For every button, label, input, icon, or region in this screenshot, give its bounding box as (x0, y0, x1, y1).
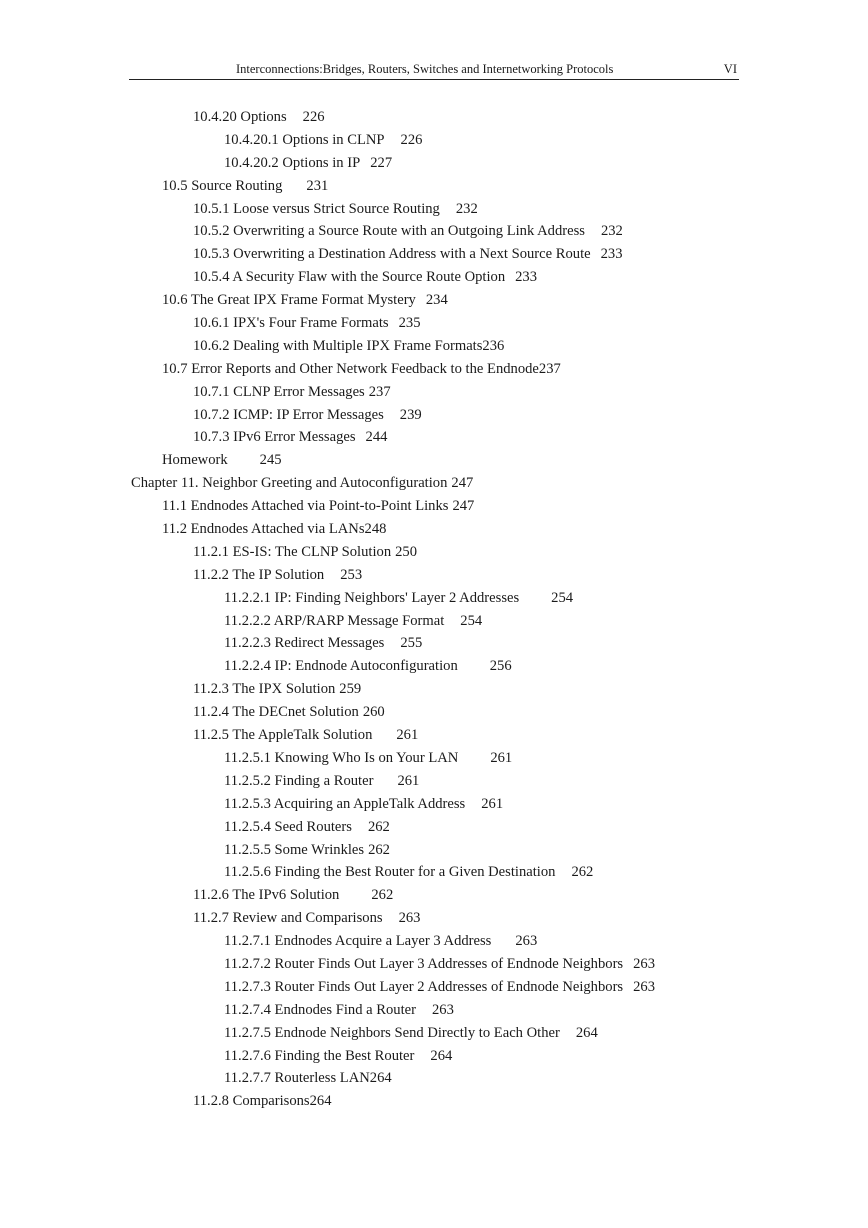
toc-entry-page: 239 (399, 406, 422, 423)
toc-entry-title: 10.7.3 IPv6 Error Messages (193, 429, 356, 446)
toc-entry-title: 11.2.7.2 Router Finds Out Layer 3 Addresses of Endnode Neighbors (224, 955, 624, 972)
toc-entry (0, 655, 868, 678)
toc-entry (0, 1045, 868, 1068)
toc-entry-title: 11.2.5.3 Acquiring an AppleTalk Address (224, 795, 466, 812)
toc-entry-title: 11.1 Endnodes Attached via Point-to-Point Links (162, 498, 449, 515)
toc-entry (0, 129, 868, 152)
toc-entry (0, 106, 868, 129)
toc-entry-page: 233 (515, 269, 538, 286)
toc-entry-title: 10.5.2 Overwriting a Source Route with an Outgoing Link Address (193, 223, 585, 240)
running-header (129, 62, 739, 80)
toc-entry-page: 254 (551, 589, 574, 606)
toc-entry-title: 10.4.20.1 Options in CLNP (224, 131, 385, 148)
toc-entry-title: 10.5.1 Loose versus Strict Source Routing (193, 200, 440, 217)
toc-entry-title: 11.2.7.5 Endnode Neighbors Send Directly to Each Other (224, 1024, 560, 1041)
toc-entry-page: 245 (259, 452, 282, 469)
toc-entry-title: 10.6.1 IPX's Four Frame Formats (193, 315, 389, 332)
table-of-contents (0, 106, 868, 1113)
toc-entry (0, 678, 868, 701)
toc-entry (0, 541, 868, 564)
toc-entry (0, 312, 868, 335)
toc-entry (0, 861, 868, 884)
toc-entry-page: 248 (364, 521, 387, 538)
toc-entry (0, 243, 868, 266)
toc-entry-title: 11.2.2.1 IP: Finding Neighbors' Layer 2 Addresses (224, 589, 520, 606)
toc-entry (0, 289, 868, 312)
toc-entry-title: 11.2.2.2 ARP/RARP Message Format (224, 612, 445, 629)
toc-entry-page: 234 (425, 292, 448, 309)
toc-entry-title: 11.2 Endnodes Attached via LANs (162, 521, 365, 538)
toc-entry-page: 262 (368, 841, 390, 858)
toc-entry (0, 358, 868, 381)
toc-entry-page: 253 (340, 566, 363, 583)
toc-entry-page: 260 (362, 704, 385, 721)
toc-entry (0, 175, 868, 198)
toc-entry (0, 472, 868, 495)
toc-entry-page: 247 (451, 475, 474, 492)
toc-entry-title: 11.2.5.5 Some Wrinkles (224, 841, 365, 858)
toc-entry-title: 11.2.5.1 Knowing Who Is on Your LAN (224, 749, 459, 766)
toc-entry-title: 11.2.6 The IPv6 Solution (193, 887, 340, 904)
toc-entry-page: 247 (452, 498, 475, 515)
toc-entry-page: 261 (481, 795, 504, 812)
toc-entry (0, 335, 868, 358)
running-header-title: Interconnections:Bridges, Routers, Switches and Internetworking Protocols (236, 62, 614, 76)
toc-entry-title: 11.2.7.1 Endnodes Acquire a Layer 3 Address (224, 933, 492, 950)
toc-entry (0, 724, 868, 747)
toc-entry (0, 220, 868, 243)
toc-entry-page: 264 (430, 1047, 453, 1064)
toc-entry-page: 263 (432, 1001, 454, 1018)
toc-entry-page: 264 (369, 1070, 392, 1087)
toc-entry-page: 262 (371, 887, 394, 904)
toc-entry (0, 1090, 868, 1113)
toc-entry-page: 254 (460, 612, 483, 629)
toc-entry-title: 11.2.8 Comparisons (193, 1093, 310, 1110)
toc-entry (0, 976, 868, 999)
toc-entry (0, 564, 868, 587)
toc-entry (0, 839, 868, 862)
toc-entry-title: 11.2.5.2 Finding a Router (224, 772, 374, 789)
toc-entry (0, 907, 868, 930)
toc-entry-page: 264 (575, 1024, 598, 1041)
toc-entry (0, 816, 868, 839)
toc-entry (0, 404, 868, 427)
toc-entry (0, 266, 868, 289)
page-number: VI (723, 62, 737, 76)
toc-entry-page: 261 (490, 749, 513, 766)
toc-entry-title: 10.7.1 CLNP Error Messages (193, 383, 365, 400)
toc-entry-page: 233 (600, 246, 623, 263)
toc-entry-title: 11.2.2 The IP Solution (193, 566, 325, 583)
toc-entry-title: 11.2.4 The DECnet Solution (193, 704, 359, 721)
toc-entry (0, 610, 868, 633)
toc-entry-title: 10.4.20 Options (193, 109, 287, 125)
toc-entry-title: 10.6 The Great IPX Frame Format Mystery (162, 292, 416, 309)
toc-entry-title: 11.2.7 Review and Comparisons (193, 910, 383, 927)
toc-entry (0, 152, 868, 175)
toc-entry-title: Chapter 11. Neighbor Greeting and Autoconfiguration (131, 475, 448, 492)
toc-entry (0, 632, 868, 655)
toc-entry (0, 198, 868, 221)
toc-entry-page: 262 (571, 864, 594, 881)
toc-entry-page: 235 (398, 315, 421, 332)
toc-entry (0, 1022, 868, 1045)
toc-entry-page: 226 (302, 109, 325, 125)
toc-entry-title: 11.2.5 The AppleTalk Solution (193, 727, 373, 744)
toc-entry (0, 930, 868, 953)
toc-entry-page: 250 (395, 543, 418, 560)
toc-entry-title: 11.2.7.6 Finding the Best Router (224, 1047, 415, 1064)
toc-entry (0, 518, 868, 541)
toc-entry-page: 231 (306, 177, 329, 194)
toc-entry-title: 10.5.4 A Security Flaw with the Source Route Option (193, 269, 506, 286)
toc-entry (0, 495, 868, 518)
toc-entry-page: 244 (365, 429, 388, 446)
toc-entry-page: 263 (633, 978, 656, 995)
toc-entry-title: 10.7.2 ICMP: IP Error Messages (193, 406, 384, 423)
toc-entry-page: 232 (455, 200, 478, 217)
toc-entry-page: 237 (368, 383, 391, 400)
toc-entry-page: 259 (339, 681, 362, 698)
toc-entry (0, 953, 868, 976)
toc-entry (0, 999, 868, 1022)
toc-entry (0, 381, 868, 404)
toc-entry-title: 11.2.2.3 Redirect Messages (224, 635, 385, 652)
toc-entry-title: 11.2.2.4 IP: Endnode Autoconfiguration (224, 658, 458, 675)
toc-entry (0, 884, 868, 907)
toc-entry-title: Homework (162, 452, 228, 469)
toc-entry-page: 255 (400, 635, 423, 652)
toc-entry-title: 11.2.3 The IPX Solution (193, 681, 336, 698)
toc-entry (0, 426, 868, 449)
toc-entry-title: 10.4.20.2 Options in IP (224, 154, 361, 171)
toc-entry-title: 10.6.2 Dealing with Multiple IPX Frame Formats (193, 337, 483, 354)
toc-entry-page: 264 (309, 1093, 332, 1110)
toc-entry-page: 237 (538, 360, 561, 377)
toc-entry-page: 262 (367, 818, 390, 835)
toc-entry (0, 449, 868, 472)
toc-entry-title: 10.5 Source Routing (162, 177, 283, 194)
toc-entry-page: 256 (489, 658, 512, 675)
toc-entry-title: 10.5.3 Overwriting a Destination Address with a Next Source Route (193, 246, 591, 263)
toc-entry-page: 261 (397, 772, 420, 789)
toc-entry (0, 770, 868, 793)
toc-entry-title: 10.7 Error Reports and Other Network Feedback to the Endnode (162, 360, 539, 377)
toc-entry-title: 11.2.1 ES-IS: The CLNP Solution (193, 543, 392, 560)
toc-entry-page: 263 (398, 910, 421, 927)
toc-entry-title: 11.2.5.4 Seed Routers (224, 818, 352, 835)
toc-entry (0, 793, 868, 816)
toc-entry (0, 1067, 868, 1090)
toc-entry-title: 11.2.7.4 Endnodes Find a Router (224, 1001, 416, 1018)
toc-entry-page: 232 (600, 223, 623, 240)
toc-entry (0, 701, 868, 724)
toc-entry (0, 587, 868, 610)
toc-entry-page: 227 (370, 154, 393, 171)
toc-entry-title: 11.2.7.7 Routerless LAN (224, 1070, 370, 1087)
toc-entry-page: 261 (396, 727, 419, 744)
toc-entry-page: 236 (482, 337, 505, 354)
toc-entry-page: 263 (633, 955, 656, 972)
toc-entry (0, 747, 868, 770)
toc-entry-page: 263 (515, 933, 538, 950)
toc-entry-page: 226 (400, 131, 423, 148)
toc-entry-title: 11.2.7.3 Router Finds Out Layer 2 Addresses of Endnode Neighbors (224, 978, 624, 995)
toc-entry-title: 11.2.5.6 Finding the Best Router for a Given Destination (224, 864, 556, 881)
